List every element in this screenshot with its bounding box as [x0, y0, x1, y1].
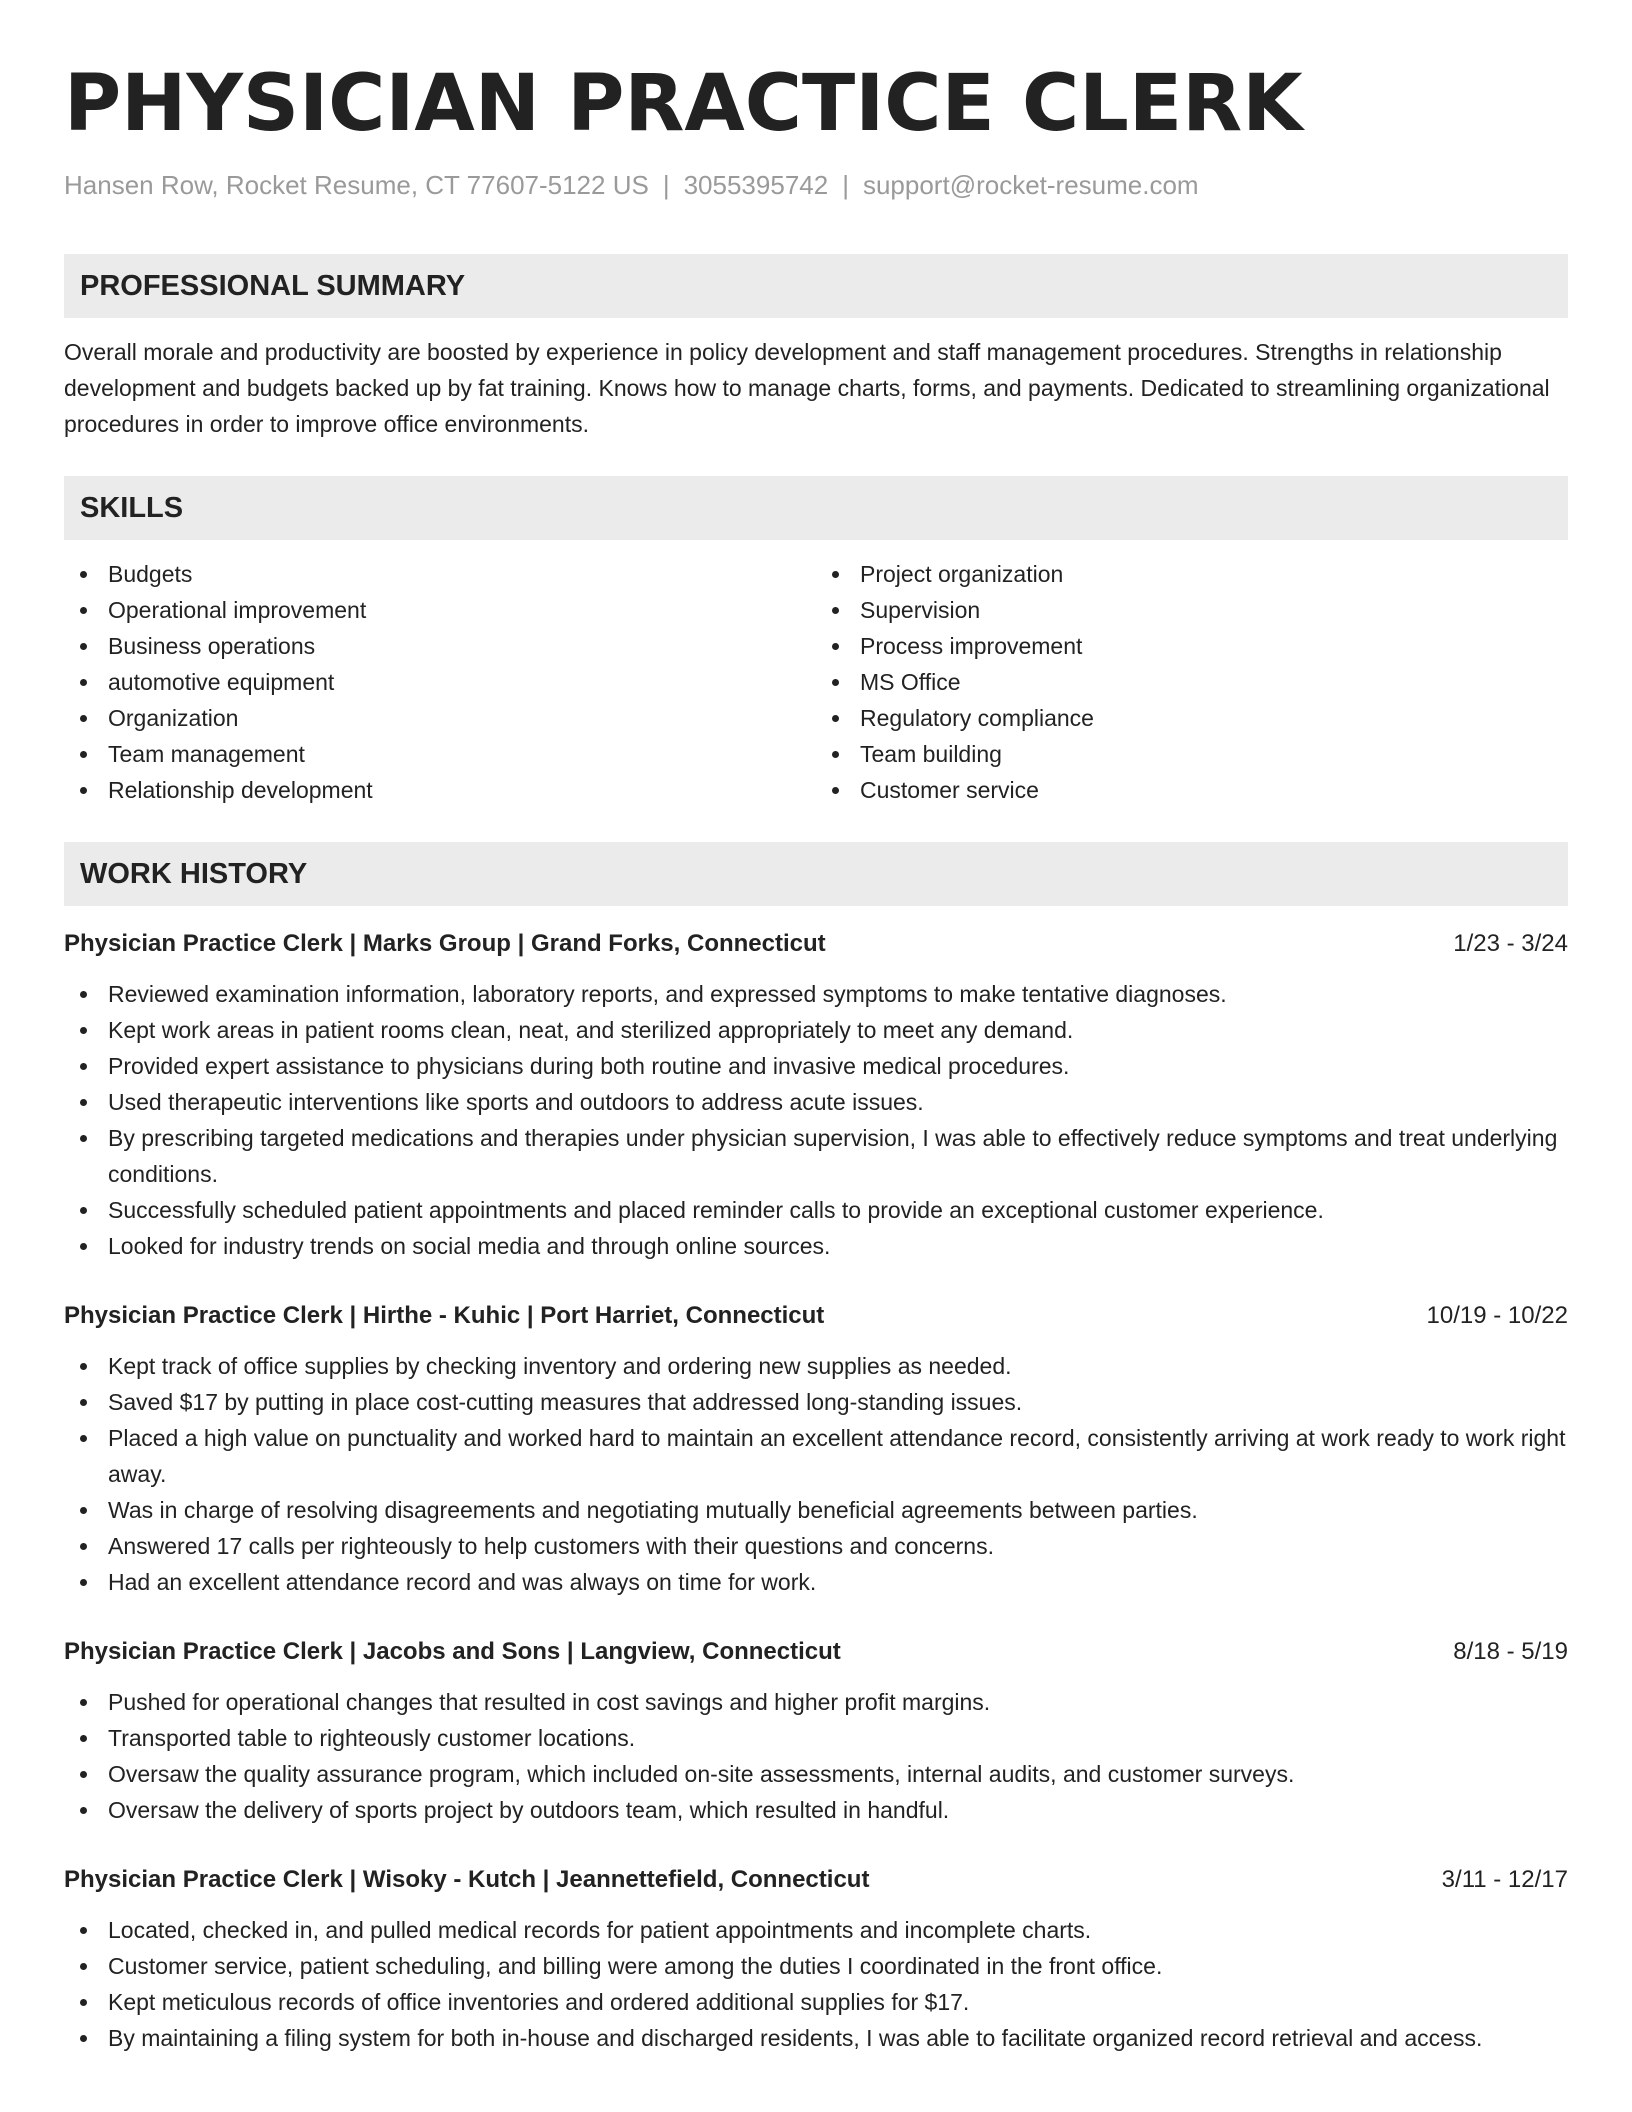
job-dates: 1/23 - 3/24: [1453, 930, 1568, 957]
contact-address: Hansen Row, Rocket Resume, CT 77607-5122 US: [64, 170, 649, 200]
job-bullet: By maintaining a filing system for both in-house and discharged residents, I was able to facilitate organized record retrieval and access.: [64, 2020, 1568, 2056]
job-header: [64, 1862, 1568, 1898]
job-header: [64, 1298, 1568, 1334]
job-bullet: Reviewed examination information, laboratory reports, and expressed symptoms to make tentative diagnoses.: [64, 976, 1568, 1012]
job-bullet: Used therapeutic interventions like sports and outdoors to address acute issues.: [64, 1084, 1568, 1120]
skill-item: Regulatory compliance: [816, 700, 1568, 736]
job-bullet: By prescribing targeted medications and therapies under physician supervision, I was able to effectively reduce symptoms and treat underlying conditions.: [64, 1120, 1568, 1192]
job-bullet: Oversaw the delivery of sports project by outdoors team, which resulted in handful.: [64, 1792, 1568, 1828]
job-bullet: Answered 17 calls per righteously to help customers with their questions and concerns.: [64, 1528, 1568, 1564]
section-heading-work-history: WORK HISTORY: [64, 842, 1568, 906]
skill-item: Project organization: [816, 556, 1568, 592]
skill-item: Team building: [816, 736, 1568, 772]
skill-item: Team management: [64, 736, 816, 772]
job-entry: [64, 1298, 1568, 1600]
job-bullet: Was in charge of resolving disagreements and negotiating mutually beneficial agreements between parties.: [64, 1492, 1568, 1528]
job-bullet: Provided expert assistance to physicians during both routine and invasive medical procedures.: [64, 1048, 1568, 1084]
skill-item: MS Office: [816, 664, 1568, 700]
job-bullet: Successfully scheduled patient appointments and placed reminder calls to provide an exceptional customer experience.: [64, 1192, 1568, 1228]
job-bullet: Had an excellent attendance record and was always on time for work.: [64, 1564, 1568, 1600]
skill-item: Customer service: [816, 772, 1568, 808]
job-dates: 3/11 - 12/17: [1441, 1866, 1568, 1893]
job-bullet: Placed a high value on punctuality and worked hard to maintain an excellent attendance record, consistently arriving at work ready to work right away.: [64, 1420, 1568, 1492]
job-bullets: [64, 1348, 1568, 1600]
skill-item: Supervision: [816, 592, 1568, 628]
job-bullet: Kept work areas in patient rooms clean, neat, and sterilized appropriately to meet any demand.: [64, 1012, 1568, 1048]
job-entry: [64, 926, 1568, 1264]
job-entry: [64, 1634, 1568, 1828]
job-bullet: Customer service, patient scheduling, and billing were among the duties I coordinated in the front office.: [64, 1948, 1568, 1984]
job-title: Physician Practice Clerk | Hirthe - Kuhic | Port Harriet, Connecticut: [64, 1302, 825, 1329]
job-entry: [64, 1862, 1568, 2056]
summary-text: Overall morale and productivity are boosted by experience in policy development and staff management procedures. Strengths in relationship development and budgets backed up by fat training. Knows how to manage charts, forms, and payments. Dedicated to streamlining organizational procedures in order to improve office environments.: [64, 339, 1550, 437]
skill-item: Budgets: [64, 556, 816, 592]
job-header: [64, 1634, 1568, 1670]
skill-item: Organization: [64, 700, 816, 736]
job-title: Physician Practice Clerk | Jacobs and Sons | Langview, Connecticut: [64, 1638, 841, 1665]
skill-item: automotive equipment: [64, 664, 816, 700]
job-bullets: [64, 1912, 1568, 2056]
job-bullet: Looked for industry trends on social media and through online sources.: [64, 1228, 1568, 1264]
skill-item: Process improvement: [816, 628, 1568, 664]
job-bullet: Kept meticulous records of office inventories and ordered additional supplies for $17.: [64, 1984, 1568, 2020]
job-bullets: [64, 1684, 1568, 1828]
job-bullets: [64, 976, 1568, 1264]
contact-separator: |: [842, 170, 849, 200]
job-bullet: Saved $17 by putting in place cost-cutting measures that addressed long-standing issues.: [64, 1384, 1568, 1420]
job-dates: 10/19 - 10/22: [1426, 1302, 1568, 1329]
job-dates: 8/18 - 5/19: [1453, 1638, 1568, 1665]
skill-item: Business operations: [64, 628, 816, 664]
skills-list: [64, 556, 1568, 808]
skill-item: Relationship development: [64, 772, 816, 808]
contact-line: [64, 168, 1568, 202]
job-title: Physician Practice Clerk | Marks Group | Grand Forks, Connecticut: [64, 930, 826, 957]
section-heading-skills: SKILLS: [64, 476, 1568, 540]
job-bullet: Oversaw the quality assurance program, which included on-site assessments, internal audits, and customer surveys.: [64, 1756, 1568, 1792]
job-bullet: Transported table to righteously customer locations.: [64, 1720, 1568, 1756]
job-header: [64, 926, 1568, 962]
job-bullet: Located, checked in, and pulled medical records for patient appointments and incomplete charts.: [64, 1912, 1568, 1948]
candidate-name: PHYSICIAN PRACTICE CLERK: [64, 59, 1303, 149]
skills-column-left: [64, 556, 816, 808]
contact-phone: 3055395742: [683, 170, 829, 200]
skill-item: Operational improvement: [64, 592, 816, 628]
section-heading-summary: PROFESSIONAL SUMMARY: [64, 254, 1568, 318]
contact-email: support@rocket-resume.com: [862, 170, 1199, 200]
contact-separator: |: [662, 170, 670, 200]
job-title: Physician Practice Clerk | Wisoky - Kutch | Jeannettefield, Connecticut: [64, 1866, 870, 1893]
job-bullet: Kept track of office supplies by checking inventory and ordering new supplies as needed.: [64, 1348, 1568, 1384]
skills-column-right: [816, 556, 1568, 808]
job-bullet: Pushed for operational changes that resulted in cost savings and higher profit margins.: [64, 1684, 1568, 1720]
